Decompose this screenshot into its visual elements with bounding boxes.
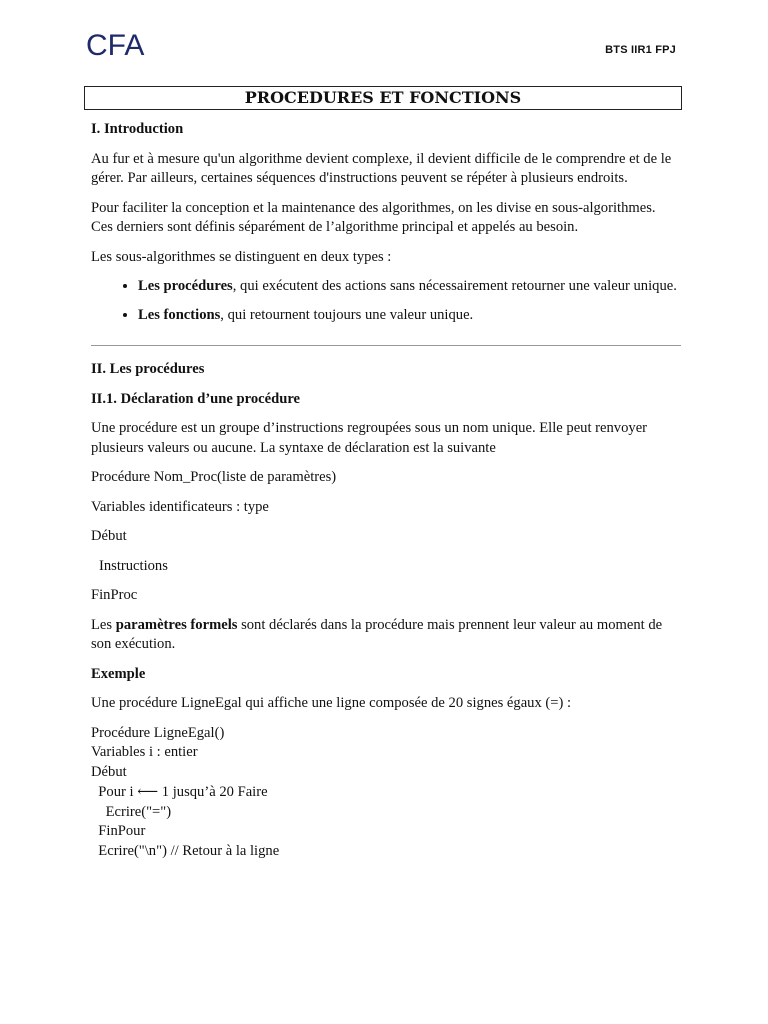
cfa-logo bbox=[86, 27, 145, 62]
section-heading-procedures: II. Les procédures bbox=[91, 361, 205, 377]
list-item-bold: Les fonctions bbox=[138, 306, 221, 323]
code-line: FinPour bbox=[91, 823, 146, 840]
bullet-list bbox=[91, 277, 681, 325]
syntax-line: Procédure Nom_Proc(liste de paramètres) bbox=[91, 469, 337, 485]
list-item-bold: Les procédures bbox=[138, 278, 233, 294]
code-line: Pour i ⟵ 1 jusqu’à 20 Faire bbox=[91, 783, 268, 800]
paragraph: Une procédure est un groupe d’instructions regroupées sous un nom unique. Elle peut renvoyer plusieurs valeurs ou aucune. La syntaxe de déclaration est la suivante bbox=[91, 420, 648, 456]
list-item bbox=[138, 277, 681, 297]
syntax-line: Instructions bbox=[99, 557, 168, 574]
list-item-text: , qui retournent toujours une valeur unique. bbox=[220, 306, 474, 323]
list-item-text: , qui exécutent des actions sans nécessairement retourner une valeur unique. bbox=[232, 278, 677, 294]
paragraph bbox=[91, 616, 681, 655]
bold-term: paramètres formels bbox=[115, 616, 238, 633]
code-line: Début bbox=[91, 764, 127, 781]
paragraph: Au fur et à mesure qu'un algorithme devient complexe, il devient difficile de le comprendre et de le gérer. Par ailleurs, certaines séquences d'instructions peuvent se répéter à plusieurs endroits. bbox=[91, 150, 672, 186]
syntax-line: FinProc bbox=[91, 587, 138, 603]
list-item bbox=[138, 306, 681, 326]
example-code bbox=[91, 724, 681, 863]
logo-text: CFA bbox=[86, 29, 145, 62]
section-divider bbox=[91, 345, 681, 346]
page-title: PROCEDURES ET FONCTIONS bbox=[84, 86, 682, 110]
syntax-line: Variables identificateurs : type bbox=[91, 498, 269, 515]
text: sont déclarés dans la procédure mais prennent leur valeur au moment de son exécution. bbox=[91, 616, 663, 652]
code-line: Procédure LigneEgal() bbox=[91, 724, 225, 741]
subsection-heading: II.1. Déclaration d’une procédure bbox=[91, 390, 301, 407]
code-line: Ecrire("\n") // Retour à la ligne bbox=[91, 843, 280, 860]
course-label: BTS IIR1 FPJ bbox=[605, 44, 676, 56]
syntax-line: Début bbox=[91, 528, 127, 544]
paragraph: Pour faciliter la conception et la maintenance des algorithmes, on les divise en sous-algorithmes. Ces derniers sont définis séparément de l’algorithme principal et appelés au besoin. bbox=[91, 199, 656, 235]
paragraph: Les sous-algorithmes se distinguent en deux types : bbox=[91, 248, 392, 265]
code-line: Ecrire("=") bbox=[91, 803, 172, 820]
text: Les bbox=[91, 616, 116, 633]
example-heading: Exemple bbox=[91, 665, 146, 682]
document-body bbox=[91, 120, 681, 862]
code-line: Variables i : entier bbox=[91, 744, 198, 761]
paragraph: Une procédure LigneEgal qui affiche une ligne composée de 20 signes égaux (=) : bbox=[91, 695, 572, 711]
section-heading-intro: I. Introduction bbox=[91, 121, 184, 137]
